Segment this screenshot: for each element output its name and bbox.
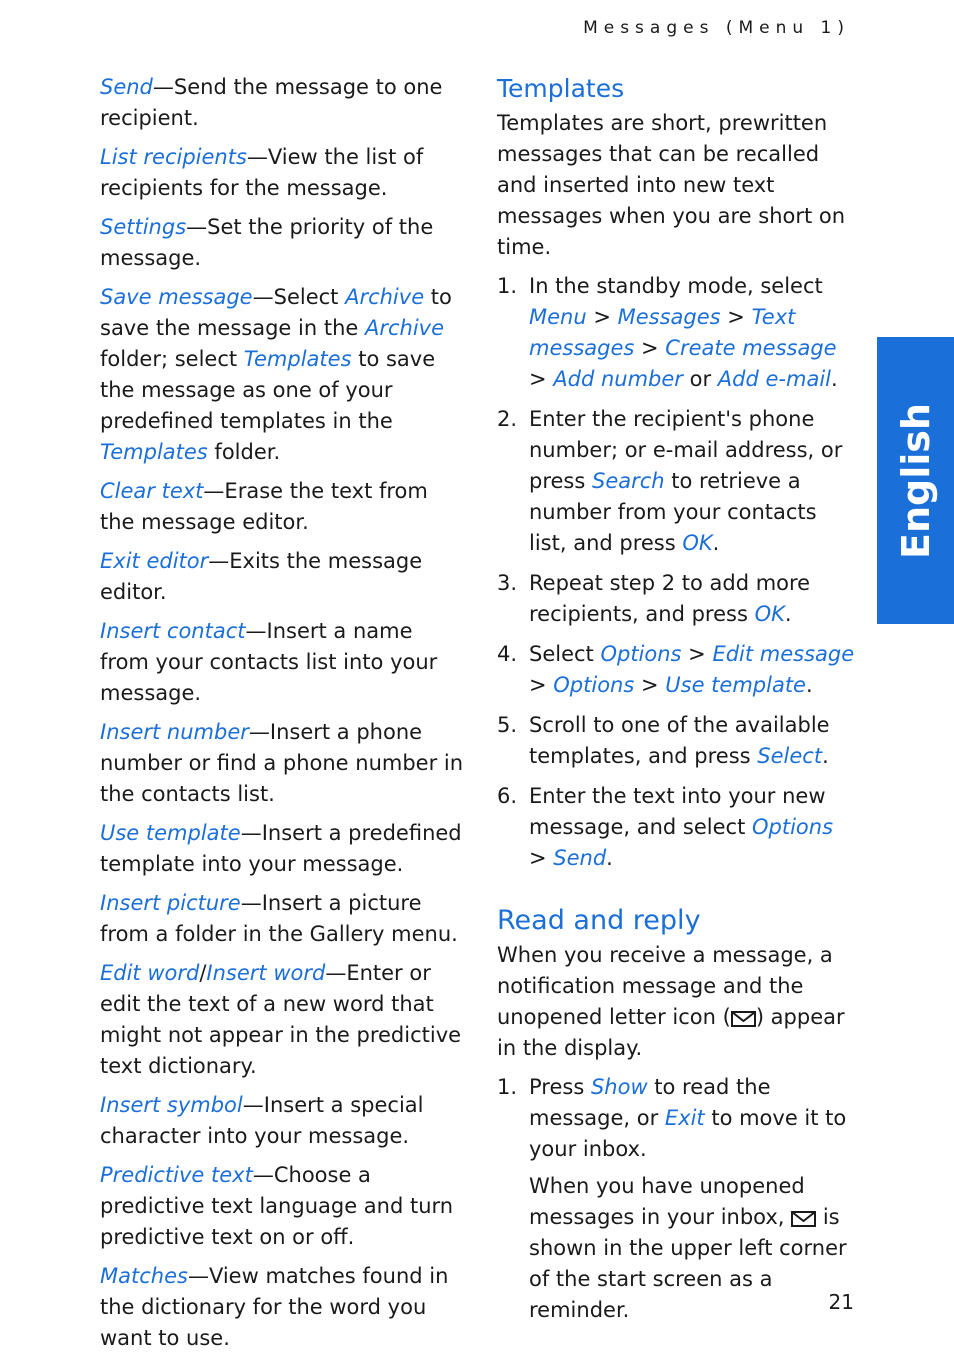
option-settings: Settings—Set the priority of the message.: [100, 215, 434, 270]
term-send: Send: [100, 75, 153, 99]
page-number: 21: [828, 1290, 854, 1314]
list-item: 3. Repeat step 2 to add more recipients, and press OK.: [497, 571, 811, 626]
option-clear-text: Clear text—Erase the text from the message editor.: [100, 479, 428, 534]
list-item: 4. Select Options > Edit message > Options > Use template.: [497, 642, 855, 697]
option-use-template: Use template—Insert a predefined template into your message.: [100, 821, 462, 876]
envelope-icon: [791, 1210, 816, 1228]
term-insert-number: Insert number: [100, 720, 249, 744]
option-save-message: Save message—Select Archive to save the message in the Archive folder; select Templates to save the message as one of your predefined templates in the Templates folder.: [100, 285, 452, 464]
option-insert-symbol: Insert symbol—Insert a special character into your message.: [100, 1093, 424, 1148]
list-item: 5. Scroll to one of the available templates, and press Select.: [497, 713, 830, 768]
read-reply-intro: When you receive a message, a notification message and the unopened letter icon ( ) appear in the display.: [497, 943, 845, 1060]
right-column: [497, 72, 857, 1335]
option-insert-number: Insert number—Insert a phone number or find a phone number in the contacts list.: [100, 720, 464, 806]
read-reply-steps: [497, 1072, 857, 1326]
term-settings: Settings: [100, 215, 187, 239]
running-header: Messages (Menu 1): [583, 18, 850, 38]
term-clear-text: Clear text: [100, 479, 204, 503]
list-item: 1. Press Show to read the message, or Exit to move it to your inbox. When you have unopened messages in your inbox, is shown in the upper left corner of the start screen as a reminder.: [497, 1072, 857, 1326]
option-list-recipients: List recipients—View the list of recipients for the message.: [100, 145, 424, 200]
option-predictive-text: Predictive text—Choose a predictive text language and turn predictive text on or off.: [100, 1163, 454, 1249]
option-send: Send—Send the message to one recipient.: [100, 75, 443, 130]
option-matches: Matches—View matches found in the dictionary for the word you want to use.: [100, 1264, 449, 1350]
term-matches: Matches: [100, 1264, 188, 1288]
list-item: 2. Enter the recipient's phone number; or e-mail address, or press Search to retrieve a number from your contacts list, and press OK.: [497, 407, 843, 555]
term-insert-picture: Insert picture: [100, 891, 241, 915]
language-tab-label: English: [893, 402, 938, 559]
term-insert-contact: Insert contact: [100, 619, 246, 643]
term-insert-symbol: Insert symbol: [100, 1093, 243, 1117]
read-reply-heading: Read and reply: [497, 905, 701, 936]
templates-steps: [497, 271, 857, 874]
list-item: 1. In the standby mode, select Menu > Messages > Text messages > Create message > Add number or Add e-mail.: [497, 274, 838, 391]
reminder-note: When you have unopened messages in your inbox, is shown in the upper left corner of the start screen as a reminder.: [529, 1174, 847, 1322]
term-save-message: Save message: [100, 285, 253, 309]
term-insert-word: Insert word: [206, 961, 326, 985]
term-edit-word: Edit word: [100, 961, 200, 985]
templates-intro: Templates are short, prewritten messages that can be recalled and inserted into new text messages when you are short on time.: [497, 111, 846, 259]
option-edit-word: Edit word/Insert word—Enter or edit the text of a new word that might not appear in the predictive text dictionary.: [100, 961, 462, 1078]
envelope-icon: [731, 1010, 756, 1028]
option-insert-contact: Insert contact—Insert a name from your contacts list into your message.: [100, 619, 438, 705]
language-tab: [877, 337, 954, 624]
option-exit-editor: Exit editor—Exits the message editor.: [100, 549, 423, 604]
term-use-template: Use template: [100, 821, 241, 845]
term-predictive-text: Predictive text: [100, 1163, 253, 1187]
term-list-recipients: List recipients: [100, 145, 247, 169]
term-exit-editor: Exit editor: [100, 549, 209, 573]
option-insert-picture: Insert picture—Insert a picture from a folder in the Gallery menu.: [100, 891, 458, 946]
left-column: [100, 72, 465, 1362]
list-item: 6. Enter the text into your new message, and select Options > Send.: [497, 784, 834, 870]
templates-heading: Templates: [497, 74, 625, 103]
